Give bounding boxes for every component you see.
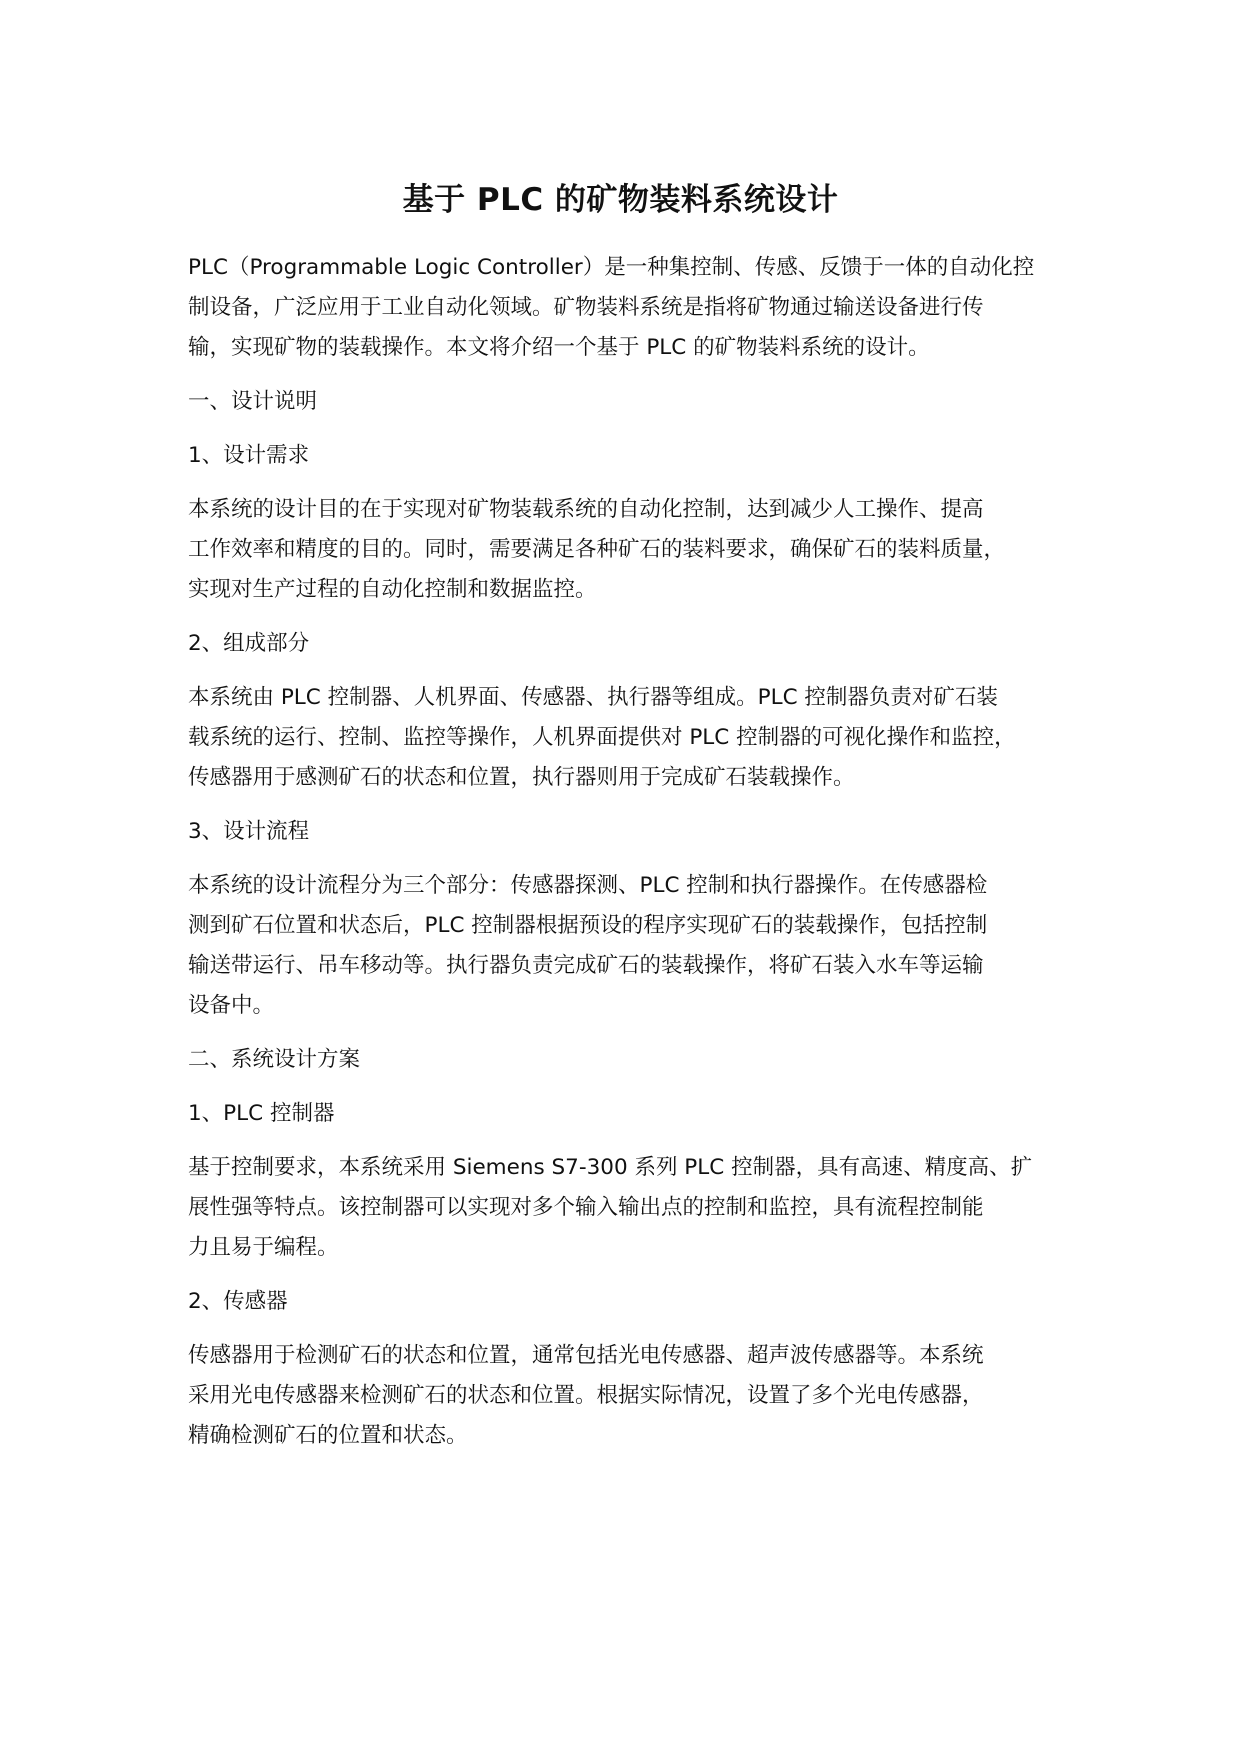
section-heading (188, 436, 1078, 476)
text-line: 力且易于编程。 (188, 1235, 339, 1260)
text-line: 2、传感器 (188, 1289, 288, 1314)
document-title: 基于 PLC 的矿物装料系统设计 (402, 182, 839, 218)
text-line: 工作效率和精度的目的。同时，需要满足各种矿石的装料要求，确保矿石的装料质量， (188, 537, 1006, 562)
text-line: 实现对生产过程的自动化控制和数据监控。 (188, 577, 597, 602)
text-line: 设备中。 (188, 993, 275, 1018)
section-heading (188, 812, 1078, 852)
body-paragraph (188, 678, 1078, 798)
text-line: 传感器用于检测矿石的状态和位置，通常包括光电传感器、超声波传感器等。本系统 (188, 1343, 984, 1368)
text-line: 展性强等特点。该控制器可以实现对多个输入输出点的控制和监控，具有流程控制能 (188, 1195, 984, 1220)
text-line: 1、PLC 控制器 (188, 1101, 335, 1126)
text-line: 本系统的设计目的在于实现对矿物装载系统的自动化控制，达到减少人工操作、提高 (188, 497, 984, 522)
section-heading (188, 1282, 1078, 1322)
section-heading (188, 382, 1078, 422)
section-heading (188, 624, 1078, 664)
text-line: 传感器用于感测矿石的状态和位置，执行器则用于完成矿石装载操作。 (188, 765, 855, 790)
body-paragraph (188, 248, 1078, 368)
text-line: 输，实现矿物的装载操作。本文将介绍一个基于 PLC 的矿物装料系统的设计。 (188, 335, 930, 360)
text-line: 制设备，广泛应用于工业自动化领域。矿物装料系统是指将矿物通过输送设备进行传 (188, 295, 984, 320)
body-paragraph (188, 490, 1078, 610)
body-paragraph (188, 866, 1078, 1026)
text-line: 本系统的设计流程分为三个部分：传感器探测、PLC 控制和执行器操作。在传感器检 (188, 873, 988, 898)
section-heading (188, 1040, 1078, 1080)
text-line: 1、设计需求 (188, 443, 310, 468)
text-line: PLC（Programmable Logic Controller）是一种集控制、传感、反馈于一体的自动化控 (188, 255, 1035, 280)
body-paragraph (188, 1336, 1078, 1456)
text-line: 本系统由 PLC 控制器、人机界面、传感器、执行器等组成。PLC 控制器负责对矿石装 (188, 685, 998, 710)
text-line: 载系统的运行、控制、监控等操作，人机界面提供对 PLC 控制器的可视化操作和监控， (188, 725, 1016, 750)
text-line: 精确检测矿石的位置和状态。 (188, 1423, 468, 1448)
text-line: 2、组成部分 (188, 631, 310, 656)
text-line: 输送带运行、吊车移动等。执行器负责完成矿石的装载操作，将矿石装入水车等运输 (188, 953, 984, 978)
text-line: 基于控制要求，本系统采用 Siemens S7-300 系列 PLC 控制器，具有高速、精度高、扩 (188, 1155, 1033, 1180)
text-line: 3、设计流程 (188, 819, 310, 844)
text-line: 二、系统设计方案 (188, 1047, 361, 1072)
section-heading (188, 1094, 1078, 1134)
text-line: 采用光电传感器来检测矿石的状态和位置。根据实际情况，设置了多个光电传感器， (188, 1383, 984, 1408)
text-line: 测到矿石位置和状态后，PLC 控制器根据预设的程序实现矿石的装载操作，包括控制 (188, 913, 988, 938)
body-paragraph (188, 1148, 1078, 1268)
text-line: 一、设计说明 (188, 389, 318, 414)
